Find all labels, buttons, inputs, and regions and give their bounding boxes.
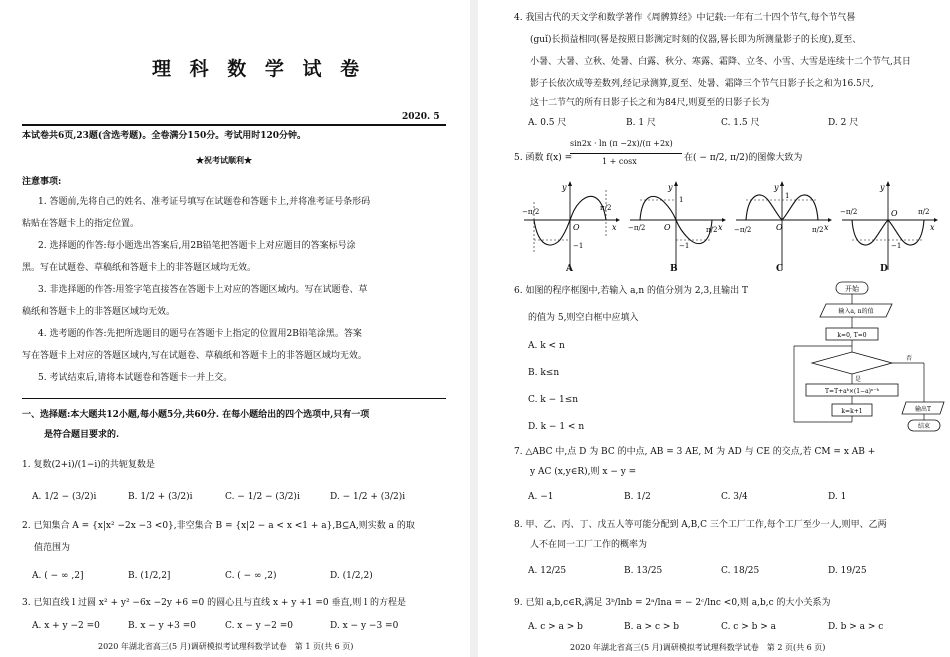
question-5-suffix: 在( − π/2, π/2)的图像大致为 — [684, 153, 803, 163]
question-5-prefix: 5. 函数 f(x) = — [514, 153, 573, 163]
question-8-stem-cont: 人不在同一工厂工作的概率为 — [530, 540, 648, 550]
q9-option-c: C. c > b > a — [721, 622, 776, 632]
q4-option-c: C. 1.5 尺 — [721, 118, 760, 128]
q2-option-b: B. (1/2,2] — [128, 571, 171, 581]
axis-y-label: y — [880, 183, 885, 192]
flow-input: 输入a, n的值 — [838, 308, 874, 315]
question-9-stem: 9. 已知 a,b,c∈R,满足 3ᵇ/lnb = 2ᵃ/lna = − 2ᶜ/lnc <0,则 a,b,c 的大小关系为 — [514, 598, 831, 608]
graph-a-label: A — [566, 264, 573, 274]
axis-x-label: x — [930, 223, 935, 232]
page-2-footer: 2020 年湖北省高三(5 月)调研模拟考试理科数学试卷 第 2 页(共 6 页) — [570, 643, 826, 652]
note-line: 写在答题卡上对应的答题区域内,写在试题卷、草稿纸和答题卡上的非答题区域均无效。 — [22, 351, 367, 361]
q7-option-a: A. −1 — [528, 492, 554, 502]
exam-page-1 — [0, 0, 470, 657]
q8-option-b: B. 13/25 — [624, 566, 663, 576]
axis-y-label: y — [562, 183, 567, 192]
note-line: 稿纸和答题卡上的非答题区域均无效。 — [22, 307, 176, 317]
question-2-stem-cont: 值范围为 — [34, 543, 71, 553]
origin-label: O — [664, 223, 671, 232]
q3-option-d: D. x − y −3 =0 — [330, 621, 399, 631]
graph-d-label: D — [880, 264, 888, 274]
q2-option-a: A. ( − ∞ ,2] — [32, 571, 84, 581]
graph-b — [626, 180, 726, 275]
flow-yes-label: 是 — [855, 376, 862, 383]
tick-one: 1 — [785, 192, 790, 200]
page-1-footer: 2020 年湖北省高三(5 月)调研模拟考试理科数学试卷 第 1 页(共 6 页) — [98, 642, 354, 651]
tick-neg-half-pi: −π/2 — [840, 208, 858, 216]
q7-option-b: B. 1/2 — [624, 492, 651, 502]
notes-heading: 注意事项: — [22, 177, 62, 187]
q2-option-c: C. ( − ∞ ,2) — [225, 571, 277, 581]
question-1-stem: 1. 复数(2+i)/(1−i)的共轭复数是 — [22, 460, 155, 470]
q4-option-d: D. 2 尺 — [828, 118, 859, 128]
q5-numerator: sin2x · ln (π −2x)/(π +2x) — [570, 139, 673, 148]
q1-option-b: B. 1/2 + (3/2)i — [128, 492, 193, 502]
question-7-stem-cont: y AC (x,y∈R),则 x − y = — [530, 467, 637, 477]
tick-neg-half-pi: −π/2 — [522, 208, 540, 216]
flow-output: 输出T — [914, 406, 932, 413]
q8-option-a: A. 12/25 — [528, 566, 567, 576]
origin-label: O — [891, 209, 898, 218]
graph-c-label: C — [776, 264, 784, 274]
tick-minus-one: −1 — [573, 242, 584, 250]
page-gutter — [470, 0, 478, 657]
origin-label: O — [776, 223, 783, 232]
q6-option-b: B. k≤n — [528, 368, 560, 378]
q6-option-c: C. k − 1≤n — [528, 395, 579, 405]
question-4-line: 4. 我国古代的天文学和数学著作《周髀算经》中记载:一年有二十四个节气,每个节气晷 — [514, 13, 856, 23]
question-6-stem: 6. 如图的程序框图中,若输入 a,n 的值分别为 2,3,且输出 T — [514, 286, 748, 296]
q7-option-d: D. 1 — [828, 492, 847, 502]
good-luck-wish: ★祝考试顺利★ — [196, 155, 252, 165]
flow-end: 结束 — [917, 423, 931, 430]
question-4-line: 这十二节气的所有日影子长之和为84尺,则夏至的日影子长为 — [530, 98, 770, 108]
tick-neg-half-pi: −π/2 — [734, 226, 752, 234]
axis-x-label: x — [612, 223, 617, 232]
question-8-stem: 8. 甲、乙、丙、丁、戊五人等可能分配到 A,B,C 三个工厂工作,每个工厂至少一人,则甲、乙两 — [514, 520, 887, 530]
q5-fraction-bar — [570, 153, 682, 154]
question-2-stem: 2. 已知集合 A = {x|x² −2x −3 <0},非空集合 B = {x|2 − a < x <1 + a},B⊆A,则实数 a 的取 — [22, 521, 415, 531]
q2-option-d: D. (1/2,2) — [330, 571, 373, 581]
graph-b-label: B — [670, 264, 678, 274]
graph-a — [520, 180, 620, 275]
tick-minus-one: −1 — [891, 242, 902, 250]
q7-option-c: C. 3/4 — [721, 492, 748, 502]
flow-init: k=0, T=0 — [837, 332, 867, 339]
section-rule — [22, 398, 446, 399]
axis-y-label: y — [668, 183, 673, 192]
note-line: 3. 非选择题的作答:用签字笔直接答在答题卡上对应的答题区域内。写在试题卷、草 — [38, 285, 368, 295]
tick-neg-half-pi: −π/2 — [628, 224, 646, 232]
question-6-stem-cont: 的值为 5,则空白框中应填入 — [528, 313, 639, 323]
q3-option-c: C. x − y −2 =0 — [225, 621, 293, 631]
flow-process: T=T+aᵏ×(1−a)ⁿ⁻ᵏ — [825, 388, 879, 395]
section1-heading: 一、选择题:本大题共12小题,每小题5分,共60分. 在每小题给出的四个选项中,只有一项 — [22, 410, 370, 420]
exam-title: 理 科 数 学 试 卷 — [152, 58, 366, 80]
question-4-line: 影子长依次成等差数列,经记录测算,夏至、处暑、霜降三个节气日影子长之和为16.5尺, — [530, 79, 874, 89]
exam-date: 2020. 5 — [402, 112, 440, 122]
question-4-line: (guǐ)长损益相同(晷是按照日影测定时刻的仪器,晷长即为所测量影子的长度),夏至、 — [530, 35, 862, 45]
flow-start: 开始 — [845, 285, 859, 293]
axis-x-label: x — [824, 223, 829, 232]
question-3-stem: 3. 已知直线 l 过圆 x² + y² −6x −2y +6 =0 的圆心且与直线 x + y +1 =0 垂直,则 l 的方程是 — [22, 598, 406, 608]
axis-x-label: x — [718, 223, 723, 232]
q6-option-d: D. k − 1 < n — [528, 422, 585, 432]
q1-option-a: A. 1/2 − (3/2)i — [32, 492, 97, 502]
flow-no-label: 否 — [906, 355, 913, 362]
q9-option-a: A. c > a > b — [528, 622, 583, 632]
tick-pos-half-pi: π/2 — [600, 204, 612, 212]
note-line: 2. 选择题的作答:每小题选出答案后,用2B铅笔把答题卡上对应题目的答案标号涂 — [38, 241, 356, 251]
graph-c — [732, 180, 832, 275]
q5-denominator: 1 + cosx — [602, 157, 637, 166]
q3-option-b: B. x − y +3 =0 — [128, 621, 197, 631]
question-7-stem: 7. △ABC 中,点 D 为 BC 的中点, AB = 3 AE, M 为 AD 与 CE 的交点,若 CM = x AB + — [514, 447, 876, 457]
q3-option-a: A. x + y −2 =0 — [32, 621, 100, 631]
origin-label: O — [573, 223, 580, 232]
exam-page-2 — [478, 0, 950, 657]
q9-option-b: B. a > c > b — [624, 622, 680, 632]
flowchart — [788, 280, 948, 432]
tick-pos-half-pi: π/2 — [918, 208, 930, 216]
q1-option-c: C. − 1/2 − (3/2)i — [225, 492, 300, 502]
note-line: 黑。写在试题卷、草稿纸和答题卡上的非答题区域均无效。 — [22, 263, 257, 273]
q4-option-b: B. 1 尺 — [626, 118, 656, 128]
exam-intro: 本试卷共6页,23题(含选考题)。全卷满分150分。考试用时120分钟。 — [22, 131, 307, 141]
q8-option-c: C. 18/25 — [721, 566, 760, 576]
q4-option-a: A. 0.5 尺 — [528, 118, 567, 128]
note-line: 粘贴在答题卡上的指定位置。 — [22, 219, 140, 229]
tick-one: 1 — [679, 196, 684, 204]
tick-minus-one: −1 — [679, 242, 690, 250]
header-rule — [22, 124, 446, 126]
tick-pos-half-pi: π/2 — [812, 226, 824, 234]
q6-option-a: A. k < n — [528, 341, 565, 351]
q9-option-d: D. b > a > c — [828, 622, 884, 632]
flow-increment: k=k+1 — [841, 408, 863, 415]
question-4-line: 小暑、大暑、立秋、处暑、白露、秋分、寒露、霜降、立冬、小雪、大雪是连续十二个节气,其日 — [530, 57, 911, 67]
q1-option-d: D. − 1/2 + (3/2)i — [330, 492, 406, 502]
section1-heading-cont: 是符合题目要求的. — [44, 430, 120, 440]
tick-pos-half-pi: π/2 — [706, 226, 718, 234]
note-line: 1. 答题前,先将自己的姓名、准考证号填写在试题卷和答题卡上,并将准考证号条形码 — [38, 197, 371, 207]
axis-y-label: y — [774, 183, 779, 192]
graph-d — [838, 180, 938, 275]
note-line: 5. 考试结束后,请将本试题卷和答题卡一并上交。 — [38, 373, 233, 383]
q8-option-d: D. 19/25 — [828, 566, 867, 576]
note-line: 4. 选考题的作答:先把所选题目的题号在答题卡上指定的位置用2B铅笔涂黑。答案 — [38, 329, 362, 339]
